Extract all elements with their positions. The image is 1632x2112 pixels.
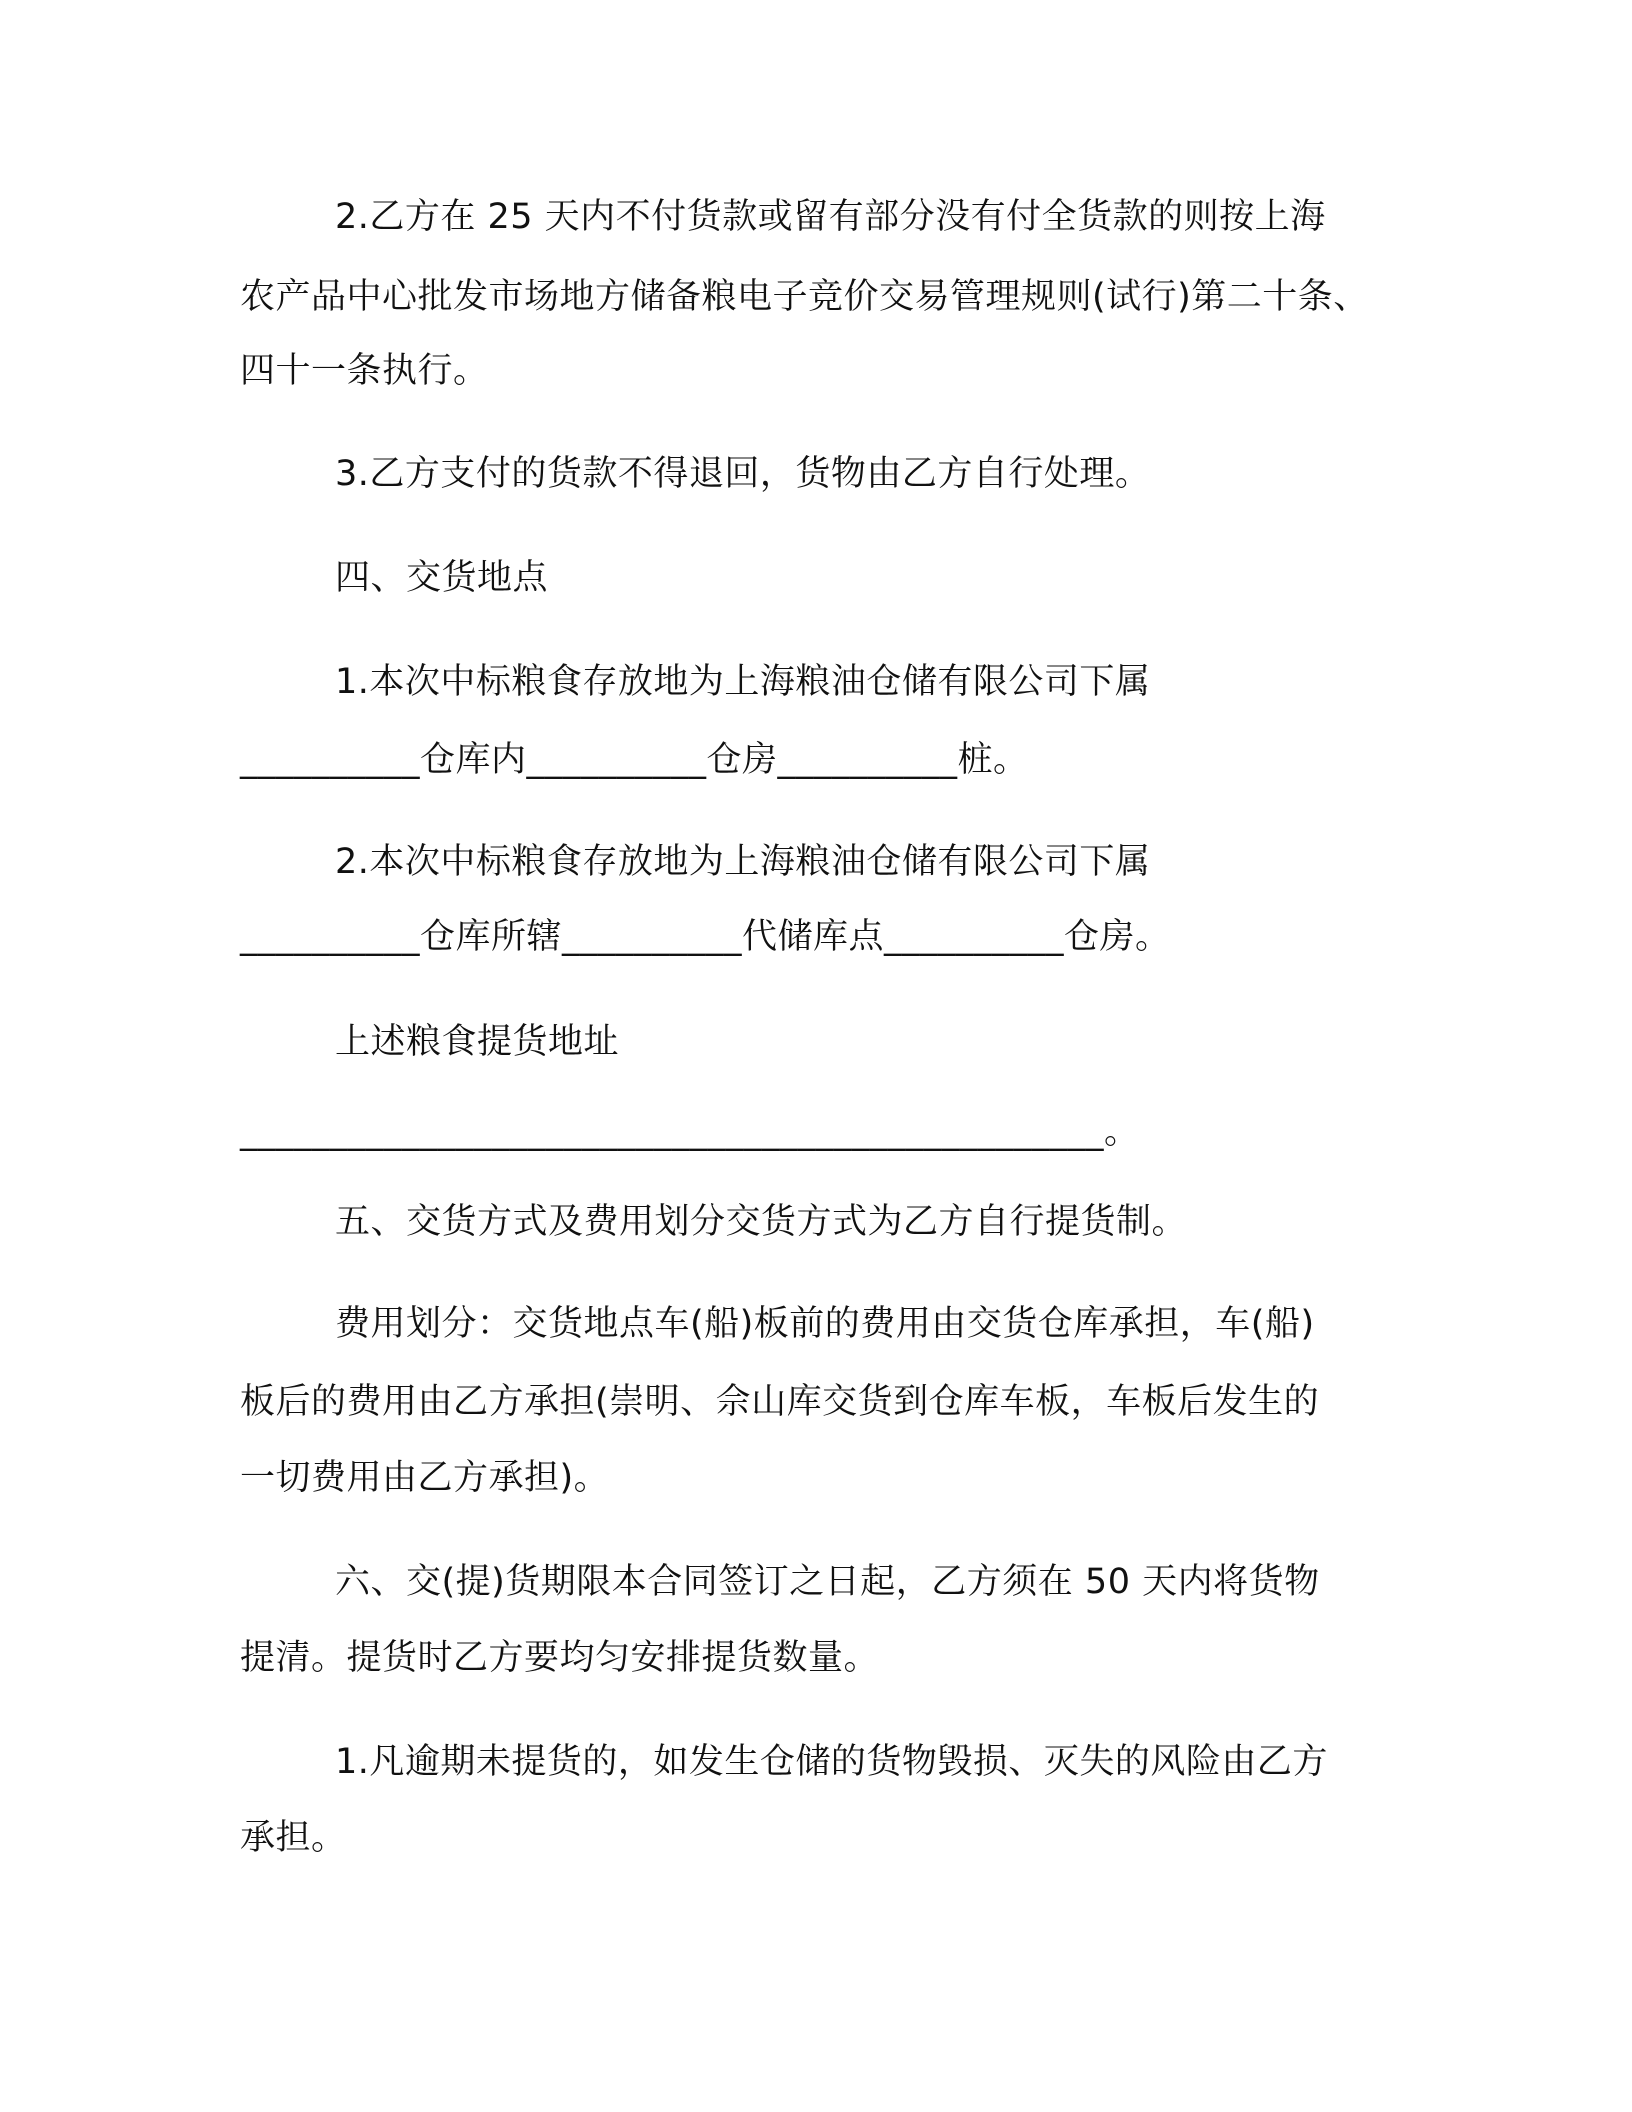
paragraph-line: 四十一条执行。 bbox=[240, 351, 489, 391]
paragraph-line: 板后的费用由乙方承担(崇明、佘山库交货到仓库车板，车板后发生的 bbox=[240, 1382, 1320, 1422]
paragraph-line: 2.本次中标粮食存放地为上海粮油仓储有限公司下属 bbox=[335, 842, 1151, 882]
fill-in-line: __________仓库内__________仓房__________桩。 bbox=[240, 740, 1029, 780]
paragraph-line: 一切费用由乙方承担)。 bbox=[240, 1458, 610, 1498]
fill-in-line: __________仓库所辖__________代储库点__________仓房。 bbox=[240, 917, 1171, 957]
paragraph-line: 3.乙方支付的货款不得退回，货物由乙方自行处理。 bbox=[335, 454, 1151, 494]
paragraph-line: 提清。提货时乙方要均匀安排提货数量。 bbox=[240, 1638, 880, 1678]
paragraph-line: 费用划分：交货地点车(船)板前的费用由交货仓库承担，车(船) bbox=[335, 1304, 1315, 1344]
paragraph-line: 1.本次中标粮食存放地为上海粮油仓储有限公司下属 bbox=[335, 662, 1151, 702]
paragraph-line: 1.凡逾期未提货的，如发生仓储的货物毁损、灭失的风险由乙方 bbox=[335, 1742, 1328, 1782]
fill-in-line: ________________________________________________。 bbox=[240, 1112, 1140, 1152]
paragraph-line: 2.乙方在 25 天内不付货款或留有部分没有付全货款的则按上海 bbox=[335, 197, 1326, 237]
section-heading: 四、交货地点 bbox=[335, 558, 549, 598]
section-heading: 六、交(提)货期限本合同签订之日起，乙方须在 50 天内将货物 bbox=[335, 1562, 1320, 1602]
section-heading: 五、交货方式及费用划分交货方式为乙方自行提货制。 bbox=[335, 1202, 1188, 1242]
paragraph-line: 上述粮食提货地址 bbox=[335, 1022, 620, 1062]
paragraph-line: 承担。 bbox=[240, 1818, 347, 1858]
paragraph-line: 农产品中心批发市场地方储备粮电子竞价交易管理规则(试行)第二十条、 bbox=[240, 277, 1369, 317]
